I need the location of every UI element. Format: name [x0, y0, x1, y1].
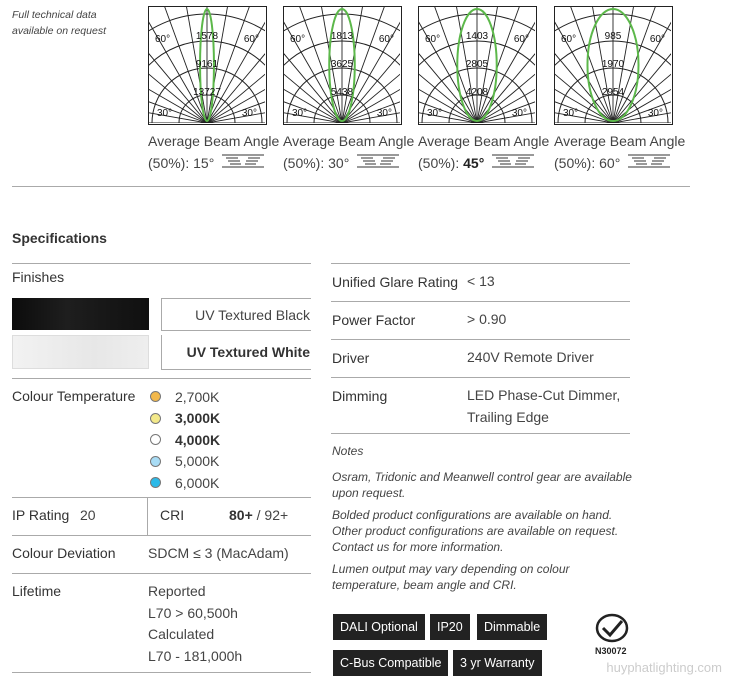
beam-angle-title: Average Beam Angle	[418, 133, 550, 149]
spec-value: > 0.90	[467, 311, 507, 327]
notes-section	[332, 443, 632, 593]
badge-ip20: IP20	[430, 614, 470, 640]
intensity-value: 13727	[193, 87, 221, 98]
angle-label: 30°	[563, 108, 579, 119]
cri-label: CRI	[160, 507, 185, 523]
beam-polar-diagram	[148, 6, 267, 125]
intensity-value: 2805	[465, 59, 489, 70]
finish-black-swatch	[12, 298, 149, 330]
angle-label: 60°	[378, 34, 394, 45]
ip-rating-value: 20	[80, 507, 96, 523]
intensity-value: 5438	[330, 87, 354, 98]
colour-temperature-label: Colour Temperature	[12, 388, 136, 404]
badge-dimmable: Dimmable	[477, 614, 547, 640]
divider	[161, 330, 311, 331]
divider	[331, 263, 630, 264]
beam-angle-subtitle: (50%): 45°	[418, 152, 549, 174]
beam-spread-icon	[492, 152, 534, 174]
colour-temperature-value: 3,000K	[175, 410, 221, 426]
intensity-value: 2954	[601, 87, 625, 98]
divider	[331, 377, 630, 378]
cri-value	[229, 507, 288, 523]
colour-dot-icon	[150, 413, 161, 424]
angle-label: 30°	[292, 108, 308, 119]
colour-temperature-item	[150, 429, 220, 450]
lifetime-label: Lifetime	[12, 583, 62, 599]
intensity-value: 1813	[330, 31, 354, 42]
watermark: huyphatlighting.com	[606, 660, 722, 675]
badge-dali: DALI Optional	[333, 614, 425, 640]
intensity-value: 985	[604, 31, 622, 42]
lifetime-line: Reported	[148, 583, 206, 599]
lifetime-line: L70 > 60,500h	[148, 604, 238, 621]
angle-label: 60°	[649, 34, 665, 45]
colour-temperature-item	[150, 472, 219, 493]
angle-label: 30°	[427, 108, 443, 119]
finish-white-swatch	[12, 335, 149, 369]
angle-label: 60°	[290, 34, 306, 45]
beam-angle-label	[283, 130, 414, 174]
angle-label: 30°	[647, 108, 663, 119]
spec-label: Unified Glare Rating	[332, 274, 459, 290]
notes-heading: Notes	[332, 444, 364, 458]
beam-angle-label	[554, 130, 685, 174]
angle-label: 30°	[157, 108, 173, 119]
colour-temperature-value: 2,700K	[175, 388, 220, 405]
beam-angle-title: Average Beam Angle	[148, 133, 280, 149]
technical-data-note: Full technical data available on request	[12, 9, 106, 37]
badge-warranty: 3 yr Warranty	[453, 650, 542, 676]
finishes-label: Finishes	[12, 269, 65, 285]
colour-temperature-item	[150, 386, 219, 407]
angle-label: 30°	[241, 108, 257, 119]
badge-cbus: C-Bus Compatible	[333, 650, 448, 676]
divider	[12, 263, 311, 264]
beam-spread-icon	[628, 152, 670, 174]
beam-angle-title: Average Beam Angle	[554, 133, 686, 149]
colour-temperature-item	[150, 408, 220, 429]
colour-dot-icon	[150, 456, 161, 467]
divider	[161, 298, 311, 299]
divider	[331, 433, 630, 434]
colour-temperature-value: 4,000K	[175, 431, 221, 448]
angle-label: 60°	[243, 34, 259, 45]
intensity-value: 1970	[601, 59, 625, 70]
colour-dot-icon	[150, 477, 161, 488]
finish-black-label: UV Textured Black	[195, 307, 310, 323]
colour-temperature-value: 6,000K	[175, 474, 220, 491]
divider	[331, 301, 630, 302]
notes-paragraph: Bolded product configurations are available on hand. Other product configurations are available on request. Contact us for more information.	[332, 508, 619, 554]
angle-label: 60°	[425, 34, 441, 45]
beam-spread-icon	[222, 152, 264, 174]
certification-code: N30072	[595, 646, 627, 656]
spec-value: < 13	[467, 273, 495, 289]
cri-bold-value: 80+	[229, 507, 253, 523]
beam-polar-diagram	[283, 6, 402, 125]
beam-angle-title: Average Beam Angle	[283, 133, 415, 149]
angle-label: 30°	[376, 108, 392, 119]
ip-rating-label: IP Rating	[12, 507, 70, 523]
spec-label: Dimming	[332, 388, 388, 404]
notes-paragraph: Lumen output may vary depending on colour temperature, beam angle and CRI.	[332, 562, 570, 592]
divider	[161, 369, 311, 370]
spec-label: Power Factor	[332, 312, 416, 328]
angle-label: 60°	[513, 34, 529, 45]
beam-angle-subtitle: (50%): 30°	[283, 152, 414, 174]
spec-value: LED Phase-Cut Dimmer, Trailing Edge	[467, 387, 621, 425]
colour-deviation-value: SDCM ≤ 3 (MacAdam)	[148, 545, 289, 561]
intensity-value: 3625	[330, 59, 354, 70]
finish-white-label: UV Textured White	[186, 344, 310, 360]
intensity-value: 1578	[195, 31, 219, 42]
angle-label: 60°	[155, 34, 171, 45]
specifications-title: Specifications	[12, 230, 107, 246]
rcm-certification-icon	[592, 612, 632, 649]
divider	[12, 378, 311, 379]
beam-angle-label	[418, 130, 549, 174]
beam-polar-diagram	[554, 6, 673, 125]
beam-polar-diagram	[418, 6, 537, 125]
spec-label: Driver	[332, 350, 370, 366]
divider	[12, 573, 311, 574]
colour-dot-icon	[150, 391, 161, 402]
beam-angle-subtitle: (50%): 60°	[554, 152, 685, 174]
beam-spread-icon	[357, 152, 399, 174]
divider	[12, 535, 311, 536]
intensity-value: 4208	[465, 87, 489, 98]
colour-dot-icon	[150, 434, 161, 445]
colour-temperature-value: 5,000K	[175, 453, 220, 469]
colour-temperature-item	[150, 451, 219, 472]
divider	[12, 186, 690, 187]
lifetime-line: Calculated	[148, 626, 215, 642]
divider	[331, 339, 630, 340]
beam-angle-label	[148, 130, 279, 174]
cri-rest-value: / 92+	[252, 507, 289, 523]
intensity-value: 1403	[465, 31, 489, 42]
beam-angle-subtitle: (50%): 15°	[148, 152, 279, 174]
notes-paragraph: Osram, Tridonic and Meanwell control gear are available upon request.	[332, 470, 632, 500]
spec-value: 240V Remote Driver	[467, 349, 594, 365]
divider	[12, 672, 311, 673]
angle-label: 60°	[561, 34, 577, 45]
divider	[12, 497, 311, 498]
lifetime-line: L70 - 181,000h	[148, 647, 243, 664]
angle-label: 30°	[511, 108, 527, 119]
intensity-value: 9161	[195, 59, 219, 70]
divider	[147, 497, 148, 535]
colour-deviation-label: Colour Deviation	[12, 545, 116, 561]
